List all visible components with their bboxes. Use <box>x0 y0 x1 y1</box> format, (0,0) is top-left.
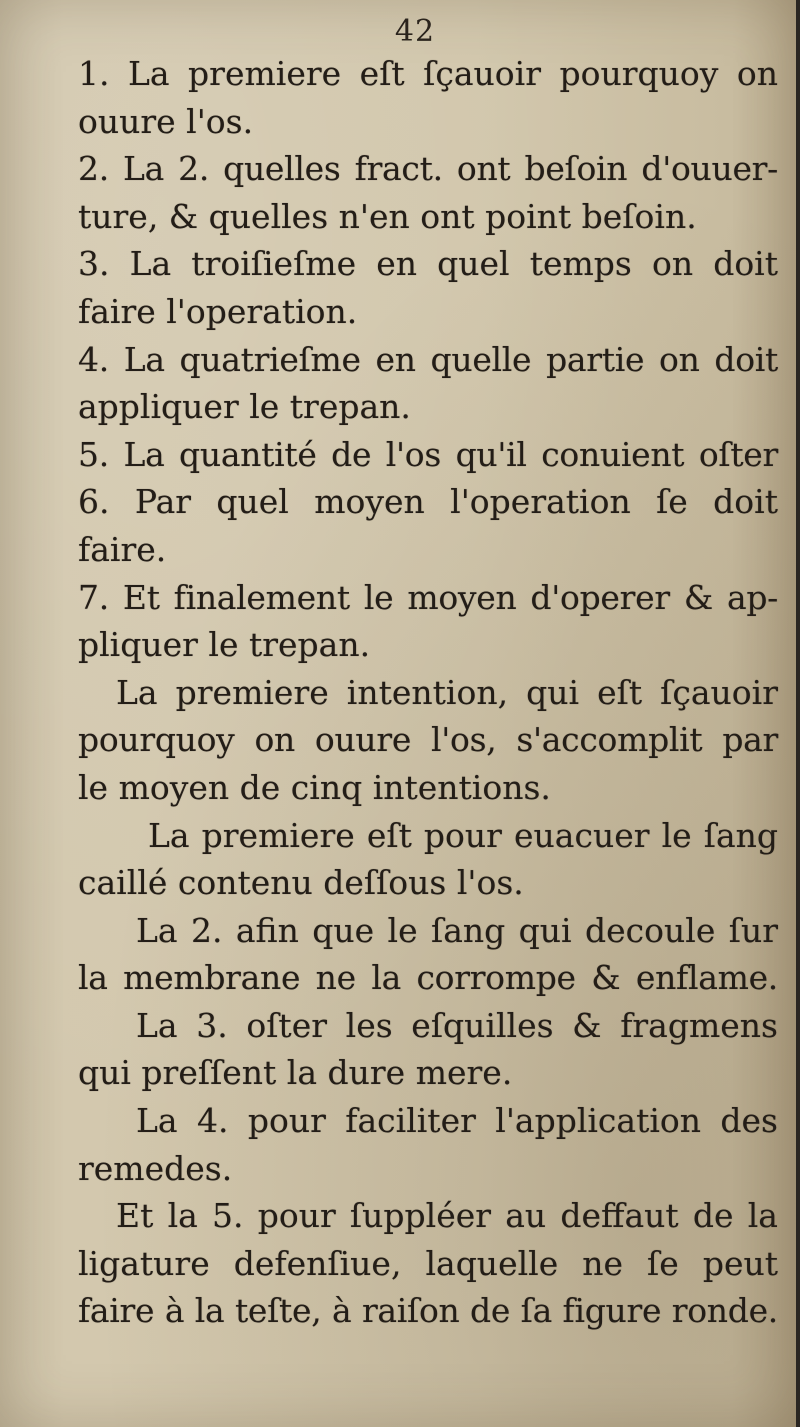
text-line-20: la membrane ne la corrompe & enflame. <box>78 958 778 998</box>
text-line-12: 7. Et finalement le moyen d'operer & ap- <box>78 577 778 617</box>
text-line-18: caillé contenu deſſous l'os. <box>78 863 524 903</box>
text-line-2: ouure l'os. <box>78 101 254 141</box>
text-line-24: remedes. <box>78 1148 233 1188</box>
text-line-22: qui preſſent la dure mere. <box>78 1053 513 1093</box>
text-line-13: pliquer le trepan. <box>78 625 371 665</box>
text-line-8: appliquer le trepan. <box>78 387 411 427</box>
text-line-21: La 3. oſter les eſquilles & fragmens <box>136 1005 778 1045</box>
text-line-14: La premiere intention, qui eſt ſçauoir <box>116 672 778 712</box>
text-line-15: pourquoy on ouure l'os, s'accomplit par <box>78 720 778 760</box>
page-number: 42 <box>394 14 436 49</box>
text-line-3: 2. La 2. quelles fract. ont beſoin d'ouuer- <box>78 149 778 189</box>
text-line-23: La 4. pour faciliter l'application des <box>136 1101 778 1141</box>
text-line-6: faire l'operation. <box>78 291 358 331</box>
text-line-16: le moyen de cinq intentions. <box>78 767 551 807</box>
text-line-5: 3. La troiſieſme en quel temps on doit <box>78 244 778 284</box>
text-line-1: 1. La premiere eſt ſçauoir pourquoy on <box>78 54 778 93</box>
text-line-27: faire à la teſte, à raiſon de ſa figure ronde. <box>78 1291 778 1331</box>
text-line-9: 5. La quantité de l'os qu'il conuient oſter <box>78 434 778 474</box>
text-line-19: La 2. afin que le ſang qui decoule ſur <box>136 910 778 950</box>
text-line-11: faire. <box>78 529 167 569</box>
text-line-17: La premiere eſt pour euacuer le ſang <box>148 815 778 855</box>
text-line-25: Et la 5. pour ſuppléer au deffaut de la <box>116 1196 778 1236</box>
text-line-26: ligature defenſiue, laquelle ne ſe peut <box>78 1243 778 1283</box>
text-line-10: 6. Par quel moyen l'operation ſe doit <box>78 482 778 522</box>
text-line-4: ture, & quelles n'en ont point beſoin. <box>78 196 697 236</box>
page-body-text <box>78 50 778 1335</box>
text-line-7: 4. La quatrieſme en quelle partie on doit <box>78 339 778 379</box>
